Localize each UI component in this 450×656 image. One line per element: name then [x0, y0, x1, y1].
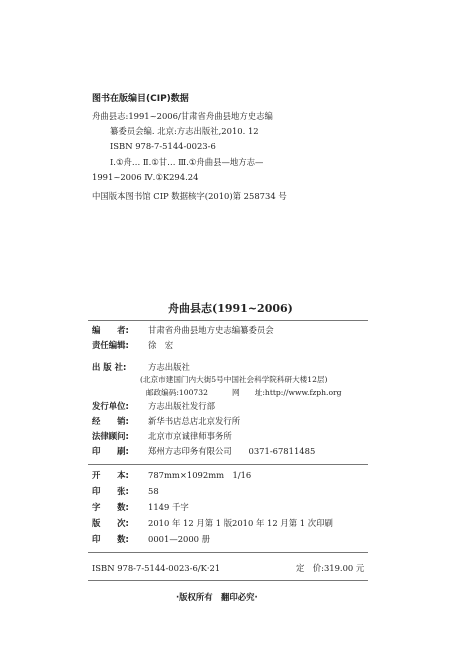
- edition-label: 版 次:: [92, 518, 129, 528]
- legal-advisor-label: 法律顾问:: [92, 431, 129, 441]
- responsible-editor-label: 责任编辑:: [92, 340, 129, 350]
- cip-heading: 图书在版编目(CIP)数据: [92, 94, 189, 104]
- words-value: 1149 千字: [148, 502, 189, 512]
- copies-value: 0001—2000 册: [148, 534, 211, 544]
- edition-value: 2010 年 12 月第 1 版: [148, 518, 233, 528]
- seller-label: 经 销:: [92, 416, 129, 426]
- responsible-editor-value: 徐 宏: [148, 340, 174, 350]
- copyright-notice: ·版权所有 翻印必究·: [176, 592, 258, 602]
- price-rule: [88, 580, 368, 581]
- publisher-postcode: 邮政编码:100732: [146, 388, 208, 397]
- printer-label: 印 刷:: [92, 446, 129, 456]
- seller-value: 新华书店总店北京发行所: [148, 416, 241, 426]
- printer-value: 郑州方志印务有限公司 0371-67811485: [148, 446, 316, 456]
- sheets-value: 58: [148, 486, 159, 496]
- publisher-value: 方志出版社: [148, 362, 190, 372]
- price: 定 价:319.00 元: [296, 563, 365, 573]
- publisher-website: 网 址:http://www.fzph.org: [232, 388, 342, 397]
- words-label: 字 数:: [92, 502, 129, 512]
- print-run-value: 2010 年 12 月第 1 次印刷: [232, 518, 333, 528]
- distributor-value: 方志出版社发行部: [148, 401, 215, 411]
- book-title: 舟曲县志(1991~2006): [168, 302, 293, 315]
- publisher-address: (北京市建国门内大街5号中国社会科学院科研大楼12层): [140, 375, 328, 384]
- specs-top-rule: [88, 464, 368, 465]
- cip-core-number: 中国版本图书馆 CIP 数据核字(2010)第 258734 号: [92, 191, 287, 201]
- cip-line-classification: 1991~2006 Ⅳ.①K294.24: [92, 172, 199, 182]
- format-value: 787mm×1092mm 1/16: [148, 470, 252, 480]
- copies-label: 印 数:: [92, 534, 129, 544]
- specs-bottom-rule: [88, 552, 368, 553]
- editor-value: 甘肃省舟曲县地方史志编纂委员会: [148, 325, 274, 335]
- editor-label: 编 者:: [92, 325, 129, 335]
- publisher-label: 出 版 社:: [92, 362, 127, 372]
- cip-line-publisher: 纂委员会编. 北京:方志出版社,2010. 12: [110, 126, 259, 136]
- legal-advisor-value: 北京市京诚律师事务所: [148, 431, 232, 441]
- isbn-full: ISBN 978-7-5144-0023-6/K·21: [92, 563, 221, 573]
- distributor-label: 发行单位:: [92, 401, 129, 411]
- title-rule: [88, 320, 368, 321]
- format-label: 开 本:: [92, 470, 129, 480]
- cip-line-subjects: Ⅰ.①舟… Ⅱ.①甘… Ⅲ.①舟曲县—地方志—: [110, 157, 264, 167]
- cip-line-isbn: ISBN 978-7-5144-0023-6: [110, 141, 216, 151]
- sheets-label: 印 张:: [92, 486, 129, 496]
- cip-line-title: 舟曲县志:1991~2006/甘肃省舟曲县地方史志编: [92, 111, 273, 121]
